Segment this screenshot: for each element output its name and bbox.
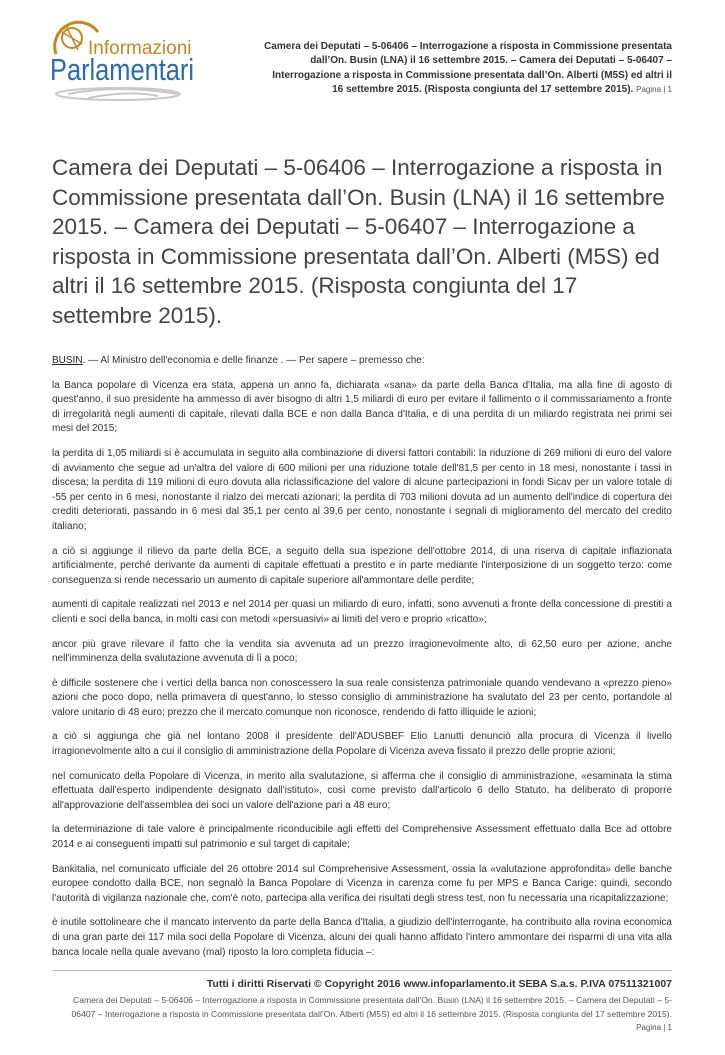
paragraph: aumenti di capitale realizzati nel 2013 e nel 2014 per quasi un miliardo di euro, infatti, sono avvenuti a fronte della concessione di prestiti a clienti e soci della banca, in molti casi con metodi «persuasivi» ai limiti del vero e proprio «ricatto»; bbox=[52, 599, 672, 625]
paragraph: la determinazione di tale valore è principalmente riconducibile agli effetti del Comprehensive Assessment effettuato dalla Bce ad ottobre 2014 e ai conseguenti impatti sul patrimonio e sul target di capitale; bbox=[52, 824, 672, 851]
page-header bbox=[0, 0, 725, 140]
author-link[interactable]: BUSIN bbox=[52, 355, 83, 366]
paragraph: la Banca popolare di Vicenza era stata, appena un anno fa, dichiarata «sana» da parte della Banca d'Italia, ma alla fine di agosto di quest'anno, il suo presidente ha ammesso di aver bisogno di altri 1,5 miliardi di euro per evitare il fallimento o il commissariamento a fronte di irregolarità negli aumenti di capitale, rilevati dalla BCE e non dalla Banca d'Italia, e di una perdita di un miliardo registrata nei primi sei mesi del 2015; bbox=[52, 379, 672, 435]
paragraph: nel comunicato della Popolare di Vicenza, in merito alla svalutazione, si afferma che il consiglio di amministrazione, «esaminata la stima effettuata dall'esperto indipendente designato dall'istituto», così come previsto dall'articolo 6 dello Statuto, ha deliberato di proporre all'approvazione dell'assemblea dei soci un valore dell'azione pari a 48 euro; bbox=[52, 770, 672, 811]
intro-paragraph bbox=[52, 354, 672, 369]
logo bbox=[48, 14, 198, 106]
logo-line1: Informazioni bbox=[88, 38, 192, 59]
page-title: Camera dei Deputati – 5-06406 – Interrogazione a risposta in Commissione presentata dall’On. Busin (LNA) il 16 settembre 2015. – Camera dei Deputati – 5-06407 – Interrogazione a risposta in Commissione presentata dall’On. Alberti (M5S) ed altri il 16 settembre 2015. (Risposta congiunta del 17 settembre 2015). bbox=[52, 155, 665, 328]
footer-page-number: Pagina | 1 bbox=[636, 1023, 672, 1033]
logo-line2: Parlamentari bbox=[50, 52, 194, 87]
intro-text: . — Al Ministro dell'economia e delle finanze . — Per sapere – premesso che: bbox=[82, 355, 425, 366]
running-header bbox=[262, 40, 672, 98]
running-footer bbox=[52, 994, 672, 1035]
footer-divider bbox=[52, 970, 672, 971]
header-title: Camera dei Deputati – 5-06406 – Interrogazione a risposta in Commissione presentata dall’On. Busin (LNA) il 16 settembre 2015. – Camera dei Deputati – 5-06407 – Interrogazione a risposta in Commissione presentata dall’On. Alberti (M5S) ed altri il 16 settembre 2015. (Risposta congiunta del 17 settembre 2015). bbox=[264, 41, 672, 96]
paragraph: Bankitalia, nel comunicato ufficiale del 26 ottobre 2014 sul Comprehensive Assessment, ossia la «valutazione approfondita» delle banche europee condotto dalla BCE, non segnalò la Banca Popolare di Vicenza in carenza come fu per MPS e Banca Carige: quindi, secondo l'autorità di vigilanza nazionale che, com'è noto, partecipa alla verifica dei risultati degli stress test, non fu necessaria una ricapitalizzazione; bbox=[52, 863, 672, 904]
header-page-number: Pagina | 1 bbox=[636, 85, 672, 95]
paragraph: ancor più grave rilevare il fatto che la vendita sia avvenuta ad un prezzo irragionevolmente alto, di 62,50 euro per azione, anche nell'imminenza della svalutazione avvenuta di lì a poco; bbox=[52, 638, 672, 665]
footer-copyright: Tutti i diritti Riservati © Copyright 2016 www.infoparlamento.it SEBA S.a.s. P.IVA 07511321007 bbox=[206, 978, 672, 991]
paragraph: la perdita di 1,05 miliardi si è accumulata in seguito alla combinazione di diversi fattori contabili: la riduzione di 269 milioni di euro del valore di avviamento che segue ad un'altra del valore di 600 milioni per una riduzione totale dell'81,5 per cento in 18 mesi, nonostante i tassi in discesa; la perdita di 119 milioni di euro dovuta alla riclassificazione del valore di alcune partecipazioni in fondi Sicav per un valore totale di -55 per cento in 6 mesi, nonostante il rialzo dei mercati azionari; la perdita di 703 milioni dovuta ad un aumento dell'indice di copertura dei crediti deteriorati, passando in 6 mesi dal 35,1 per cento al 39,6 per cento, nonostante i segnali di miglioramento del mercato del credito italiano; bbox=[52, 447, 672, 532]
footer-title: Camera dei Deputati – 5-06406 – Interrogazione a risposta in Commissione presentata dall’On. Busin (LNA) il 16 settembre 2015. – Camera dei Deputati – 5-06407 – Interrogazione a risposta in Commissione presentata dall’On. Alberti (M5S) ed altri il 16 settembre 2015. (Risposta congiunta del 17 settembre 2015). bbox=[71, 995, 672, 1019]
paragraph: è difficile sostenere che i vertici della banca non conoscessero la sua reale consistenza patrimoniale quando vendevano a «prezzo pieno» azioni che poco dopo, nella primavera di quest'anno, lo stesso consiglio di amministrazione ha svalutato del 23 per cento, portandole al valore unitario di 48 euro; prezzo che il mercato comunque non riconosce, rendendo di fatto illiquide le azioni; bbox=[52, 677, 672, 718]
paragraph: a ciò si aggiunga che già nel lontano 2008 il presidente dell'ADUSBEF Elio Lanutti denunciò alla procura di Vicenza il livello irragionevolmente alto a cui il consiglio di amministrazione della Popolare di Vicenza aveva fissato il prezzo delle proprie azioni; bbox=[52, 731, 672, 758]
document-body bbox=[52, 354, 672, 960]
paragraph: è inutile sottolineare che il mancato intervento da parte della Banca d'Italia, a giudizio dell'interrogante, ha contribuito alla rovina economica di una gran parte dei 117 mila soci della Popolare di Vicenza, alcuni dei quali hanno affidato l'intero ammontare dei risparmi di una vita alla banca locale nella quale avevano (mal) riposto la loro completa fiducia –: bbox=[52, 917, 672, 958]
paragraph: a ciò si aggiunge il rilievo da parte della BCE, a seguito della sua ispezione dell'ottobre 2014, di una riserva di capitale inflazionata artificialmente, perché derivante da aumenti di capitale effettuati a prestito e in parte mediante l'interposizione di un soggetto terzo: come conseguenza si rende necessario un aumento di capitale superiore all'ammontare delle perdite; bbox=[52, 545, 672, 586]
